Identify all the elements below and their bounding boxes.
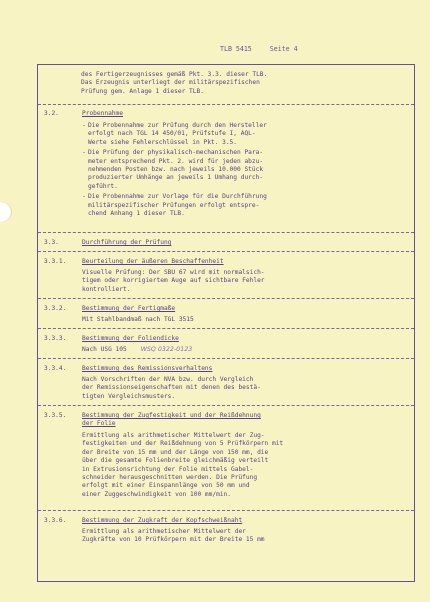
section-title: Bestimmung der Zugfestigkeit und der Reißdehnung <box>82 412 261 419</box>
body-line: Ermittlung als arithmetischer Mittelwert der Zug- <box>82 432 265 439</box>
section-body <box>82 122 404 218</box>
content-frame <box>37 64 415 582</box>
list-item-line: nehmenden Posten bzw. nach jeweils 10.000 Stück <box>88 166 264 174</box>
section-title: Bestimmung der Foliendicke <box>82 335 179 342</box>
section-number: 3.3.5. <box>44 412 67 419</box>
section-body <box>82 376 404 401</box>
list-item-line: erfolgt nach TGL 14 450/01, Prüfstufe I, AQL- <box>88 130 256 138</box>
body-line: Zugkräfte von 10 Prüfkörpern mit der Breite 15 mm <box>82 536 265 544</box>
body-line: festigkeiten und der Reißdehnung von 5 Prüfkörpern mit <box>82 440 284 448</box>
list-item-line: - Die Probennahme zur Prüfung durch den Hersteller <box>88 122 267 129</box>
intro-line: des Fertigerzeugnisses gemäß Pkt. 3.3. dieser TLB. <box>81 71 268 78</box>
section-number: 3.3.2. <box>44 305 67 312</box>
section-title: Probennahme <box>82 110 123 117</box>
list-item-line: - Die Prüfung der physikalisch-mechanischen Para- <box>88 149 264 157</box>
intro-line: Prüfung gem. Anlage 1 dieser TLB. <box>81 87 204 95</box>
body-line: kontrolliert. <box>82 285 131 293</box>
body-line: Ermittlung als arithmetischer Mittelwert der <box>82 528 246 535</box>
section-divider <box>38 298 414 299</box>
section-title: Beurteilung der äußeren Beschaffenheit <box>82 258 224 265</box>
body-line: Nach Vorschriften der NVA bzw. durch Vergleich <box>82 376 254 383</box>
page-number: Seite 4 <box>269 45 298 53</box>
section-body <box>82 316 404 324</box>
section-body <box>82 432 404 499</box>
intro-line: Das Erzeugnis unterliegt der militärspezifischen <box>81 79 260 87</box>
body-line: in Extrusionsrichtung der Folie mittels Gabel- <box>82 465 254 473</box>
list-item-line: geführt. <box>88 182 118 190</box>
body-line: tigem oder korrigiertem Auge auf sichtbare Fehler <box>82 277 265 285</box>
section-divider <box>38 232 414 233</box>
intro-paragraph <box>81 71 401 96</box>
body-line: Mit Stahlbandmaß nach TGL 3515 <box>82 316 194 323</box>
section-title: Bestimmung der Zugkraft der Kopfschweißnaht <box>82 517 243 524</box>
page-header <box>220 45 316 53</box>
list-item-line: chend Anhang 1 dieser TLB. <box>88 210 185 218</box>
list-item-line: produzierter Umhänge an jeweils 1 Umhang durch- <box>88 174 264 182</box>
punch-hole <box>0 202 12 222</box>
list-item-line: - Die Probennahme zur Vorlage für die Durchführung <box>88 193 267 201</box>
list-item <box>82 149 404 191</box>
section-body <box>82 346 404 354</box>
section-number: 3.3.1. <box>44 258 67 265</box>
section-title: Durchführung der Prüfung <box>82 239 172 246</box>
list-item <box>82 193 404 218</box>
body-line: Visuelle Prüfung: Der SBU 67 wird mit normalsich- <box>82 269 265 276</box>
body-line: über die gesamte Folienbreite gleichmäßig verteilt <box>82 457 269 465</box>
section-body <box>82 269 404 294</box>
body-line: der Breite von 15 mm und der Länge von 150 mm, die <box>82 448 269 456</box>
section-title: Bestimmung der Fertigmaße <box>82 305 176 312</box>
section-divider <box>38 328 414 329</box>
section-title: Bestimmung des Remissionsverhaltens <box>82 365 213 372</box>
body-text: Nach USG 105 <box>82 346 127 353</box>
body-line: tigten Vergleichsmusters. <box>82 392 176 400</box>
body-line: erfolgt mit einer Einspannlänge von 50 mm und <box>82 482 250 490</box>
section-number: 3.2. <box>44 110 59 117</box>
list-item-line: meter entsprechend Pkt. 2. wird für jeden abzu- <box>88 157 264 165</box>
list-item-line: militärspezifischer Prüfungen erfolgt entspre- <box>88 201 260 209</box>
section-body <box>82 528 404 545</box>
section-divider <box>38 104 414 105</box>
document-id: TLB 5415 <box>220 45 252 53</box>
list-item <box>82 122 404 147</box>
section-divider <box>38 405 414 406</box>
section-title-continued: der Folie <box>82 420 116 428</box>
section-divider <box>38 358 414 359</box>
handwritten-note: WSQ 0322-0123 <box>140 346 193 353</box>
section-number: 3.3.3. <box>44 335 67 342</box>
section-number: 3.3.4. <box>44 365 67 372</box>
section-number: 3.3. <box>44 239 59 246</box>
section-divider <box>38 251 414 252</box>
body-line: schneider herausgeschnitten werden. Die Prüfung <box>82 474 258 482</box>
body-line <box>82 346 404 354</box>
body-line: einer Zuggeschwindigkeit von 100 mm/min. <box>82 490 232 498</box>
list-item-line: Werte siehe Fehlerschlüssel in Pkt. 3.5. <box>88 138 238 146</box>
section-divider <box>38 510 414 511</box>
section-number: 3.3.6. <box>44 517 67 524</box>
body-line: der Remissionseigenschaften mit denen des bestä- <box>82 384 261 392</box>
